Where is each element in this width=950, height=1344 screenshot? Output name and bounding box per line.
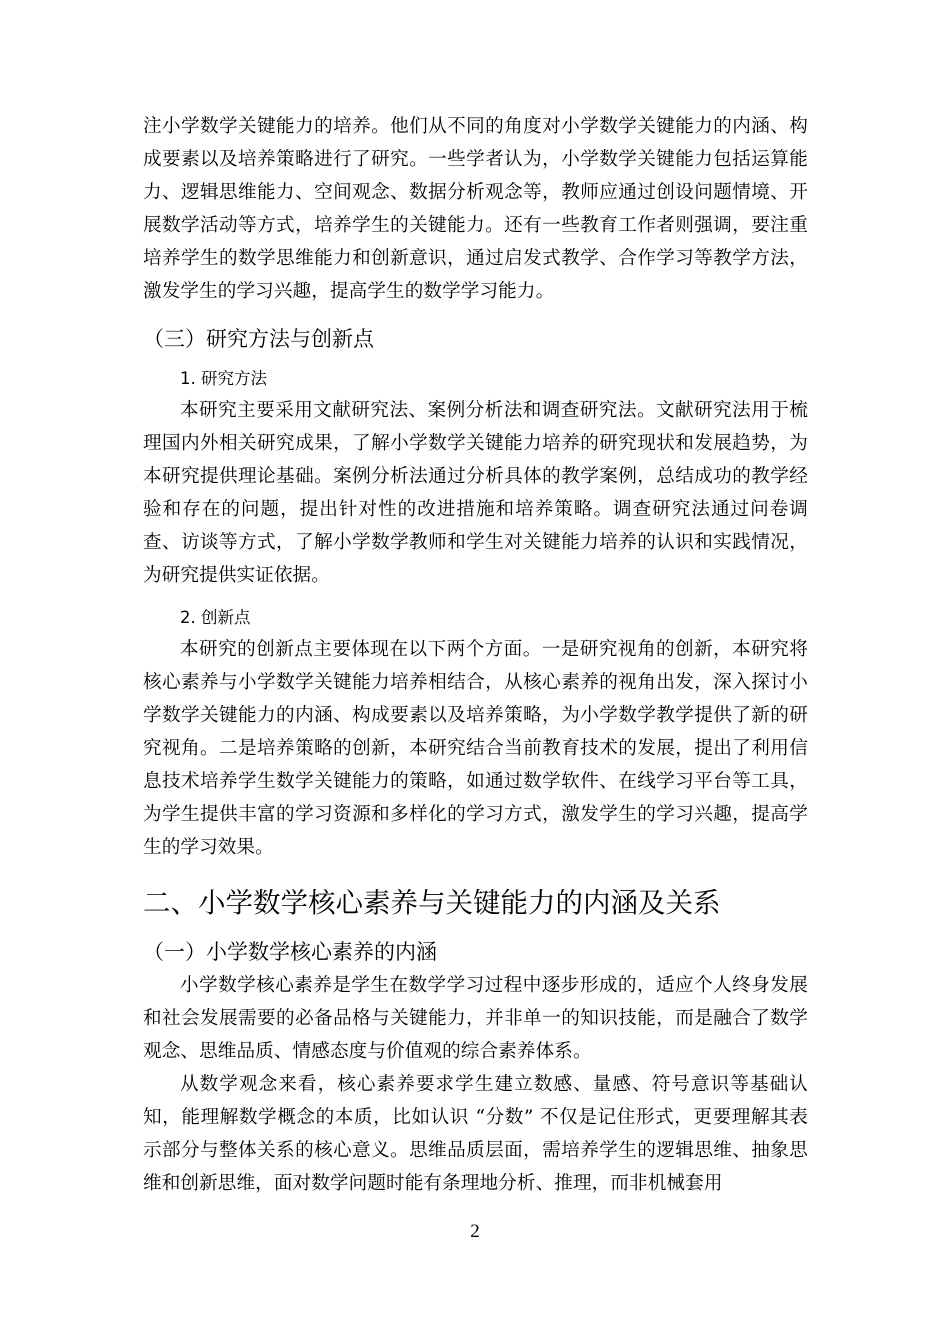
research-methods-paragraph: 本研究主要采用文献研究法、案例分析法和调查研究法。文献研究法用于梳理国内外相关研究成果，了解小学数学关键能力培养的研究现状和发展趋势，为本研究提供理论基础。案例分析法通过分析具体的教学案例，总结成功的教学经验和存在的问题，提出针对性的改进措施和培养策略。调查研究法通过问卷调查、访谈等方式，了解小学数学教师和学生对关键能力培养的认识和实践情况，为研究提供实证依据。 [143, 400, 808, 586]
core-literacy-paragraph-1: 小学数学核心素养是学生在数学学习过程中逐步形成的，适应个人终身发展和社会发展需要的必备品格与关键能力，并非单一的知识技能，而是融合了数学观念、思维品质、情感态度与价值观的综合素养体系。 [143, 975, 808, 1062]
section-heading-research-methods-innovation: （三）研究方法与创新点 [143, 327, 374, 351]
page-content [143, 110, 808, 1200]
section-heading-core-literacy: （一）小学数学核心素养的内涵 [143, 940, 437, 964]
page-number: 2 [470, 1221, 480, 1242]
core-literacy-paragraph-2: 从数学观念来看，核心素养要求学生建立数感、量感、符号意识等基础认知，能理解数学概念的本质，比如认识 “分数” 不仅是记住形式，更要理解其表示部分与整体关系的核心意义。思维品质层面，需培养学生的逻辑思维、抽象思维和创新思维，面对数学问题时能有条理地分析、推理，而非机械套用 [143, 1074, 808, 1194]
subheading-innovation: 2. 创新点 [180, 608, 251, 627]
innovation-paragraph: 本研究的创新点主要体现在以下两个方面。一是研究视角的创新，本研究将核心素养与小学数学关键能力培养相结合，从核心素养的视角出发，深入探讨小学数学关键能力的内涵、构成要素以及培养策略，为小学数学教学提供了新的研究视角。二是培养策略的创新，本研究结合当前教育技术的发展，提出了利用信息技术培养学生数学关键能力的策略，如通过数学软件、在线学习平台等工具，为学生提供丰富的学习资源和多样化的学习方式，激发学生的学习兴趣，提高学生的学习效果。 [143, 639, 808, 858]
subheading-research-methods: 1. 研究方法 [180, 369, 267, 388]
chapter-heading: 二、小学数学核心素养与关键能力的内涵及关系 [143, 887, 721, 919]
intro-paragraph: 注小学数学关键能力的培养。他们从不同的角度对小学数学关键能力的内涵、构成要素以及培养策略进行了研究。一些学者认为，小学数学关键能力包括运算能力、逻辑思维能力、空间观念、数据分析观念等，教师应通过创设问题情境、开展数学活动等方式，培养学生的关键能力。还有一些教育工作者则强调，要注重培养学生的数学思维能力和创新意识，通过启发式教学、合作学习等教学方法，激发学生的学习兴趣，提高学生的数学学习能力。 [143, 116, 808, 302]
